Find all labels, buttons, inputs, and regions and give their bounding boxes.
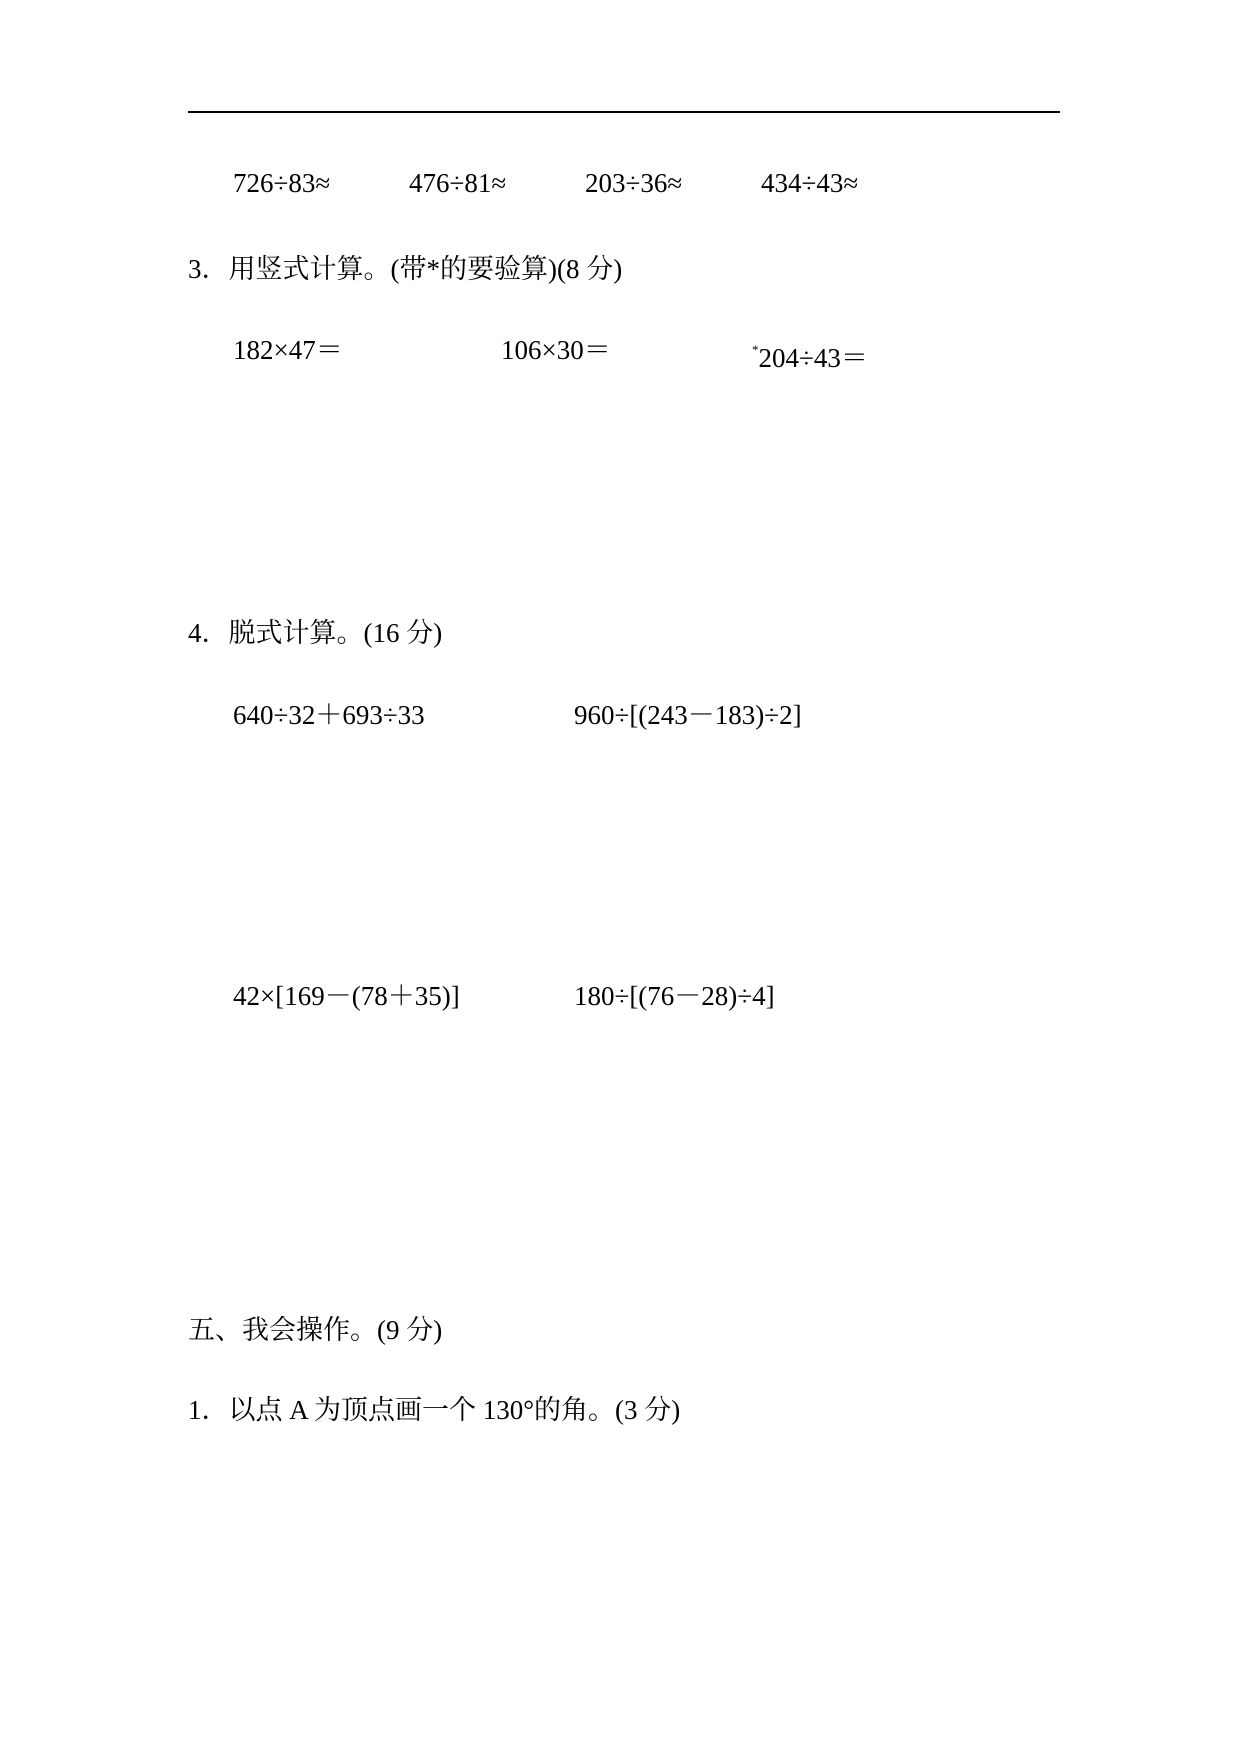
estimate-item: 476÷81≈ — [409, 168, 507, 198]
q3-item: 106×30＝ — [501, 335, 611, 365]
q3-item-checked — [752, 333, 868, 375]
section5-heading: 五、我会操作。(9 分) — [188, 1315, 443, 1345]
q4-item: 960÷[(243－183)÷2] — [574, 700, 802, 730]
q4-item: 640÷32＋693÷33 — [233, 700, 425, 730]
q3-item-text: 204÷43＝ — [758, 343, 868, 373]
verify-asterisk: * — [752, 342, 759, 357]
estimate-item: 434÷43≈ — [761, 168, 859, 198]
q4-item: 42×[169－(78＋35)] — [233, 981, 460, 1011]
q3-item: 182×47＝ — [233, 335, 343, 365]
estimate-item: 203÷36≈ — [585, 168, 683, 198]
q3-heading: 3．用竖式计算。(带*的要验算)(8 分) — [188, 254, 623, 284]
estimate-item: 726÷83≈ — [233, 168, 331, 198]
header-rule — [188, 111, 1060, 113]
section5-q1: 1．以点 A 为顶点画一个 130°的角。(3 分) — [188, 1395, 681, 1425]
q4-item: 180÷[(76－28)÷4] — [574, 981, 775, 1011]
q4-heading: 4．脱式计算。(16 分) — [188, 618, 443, 648]
